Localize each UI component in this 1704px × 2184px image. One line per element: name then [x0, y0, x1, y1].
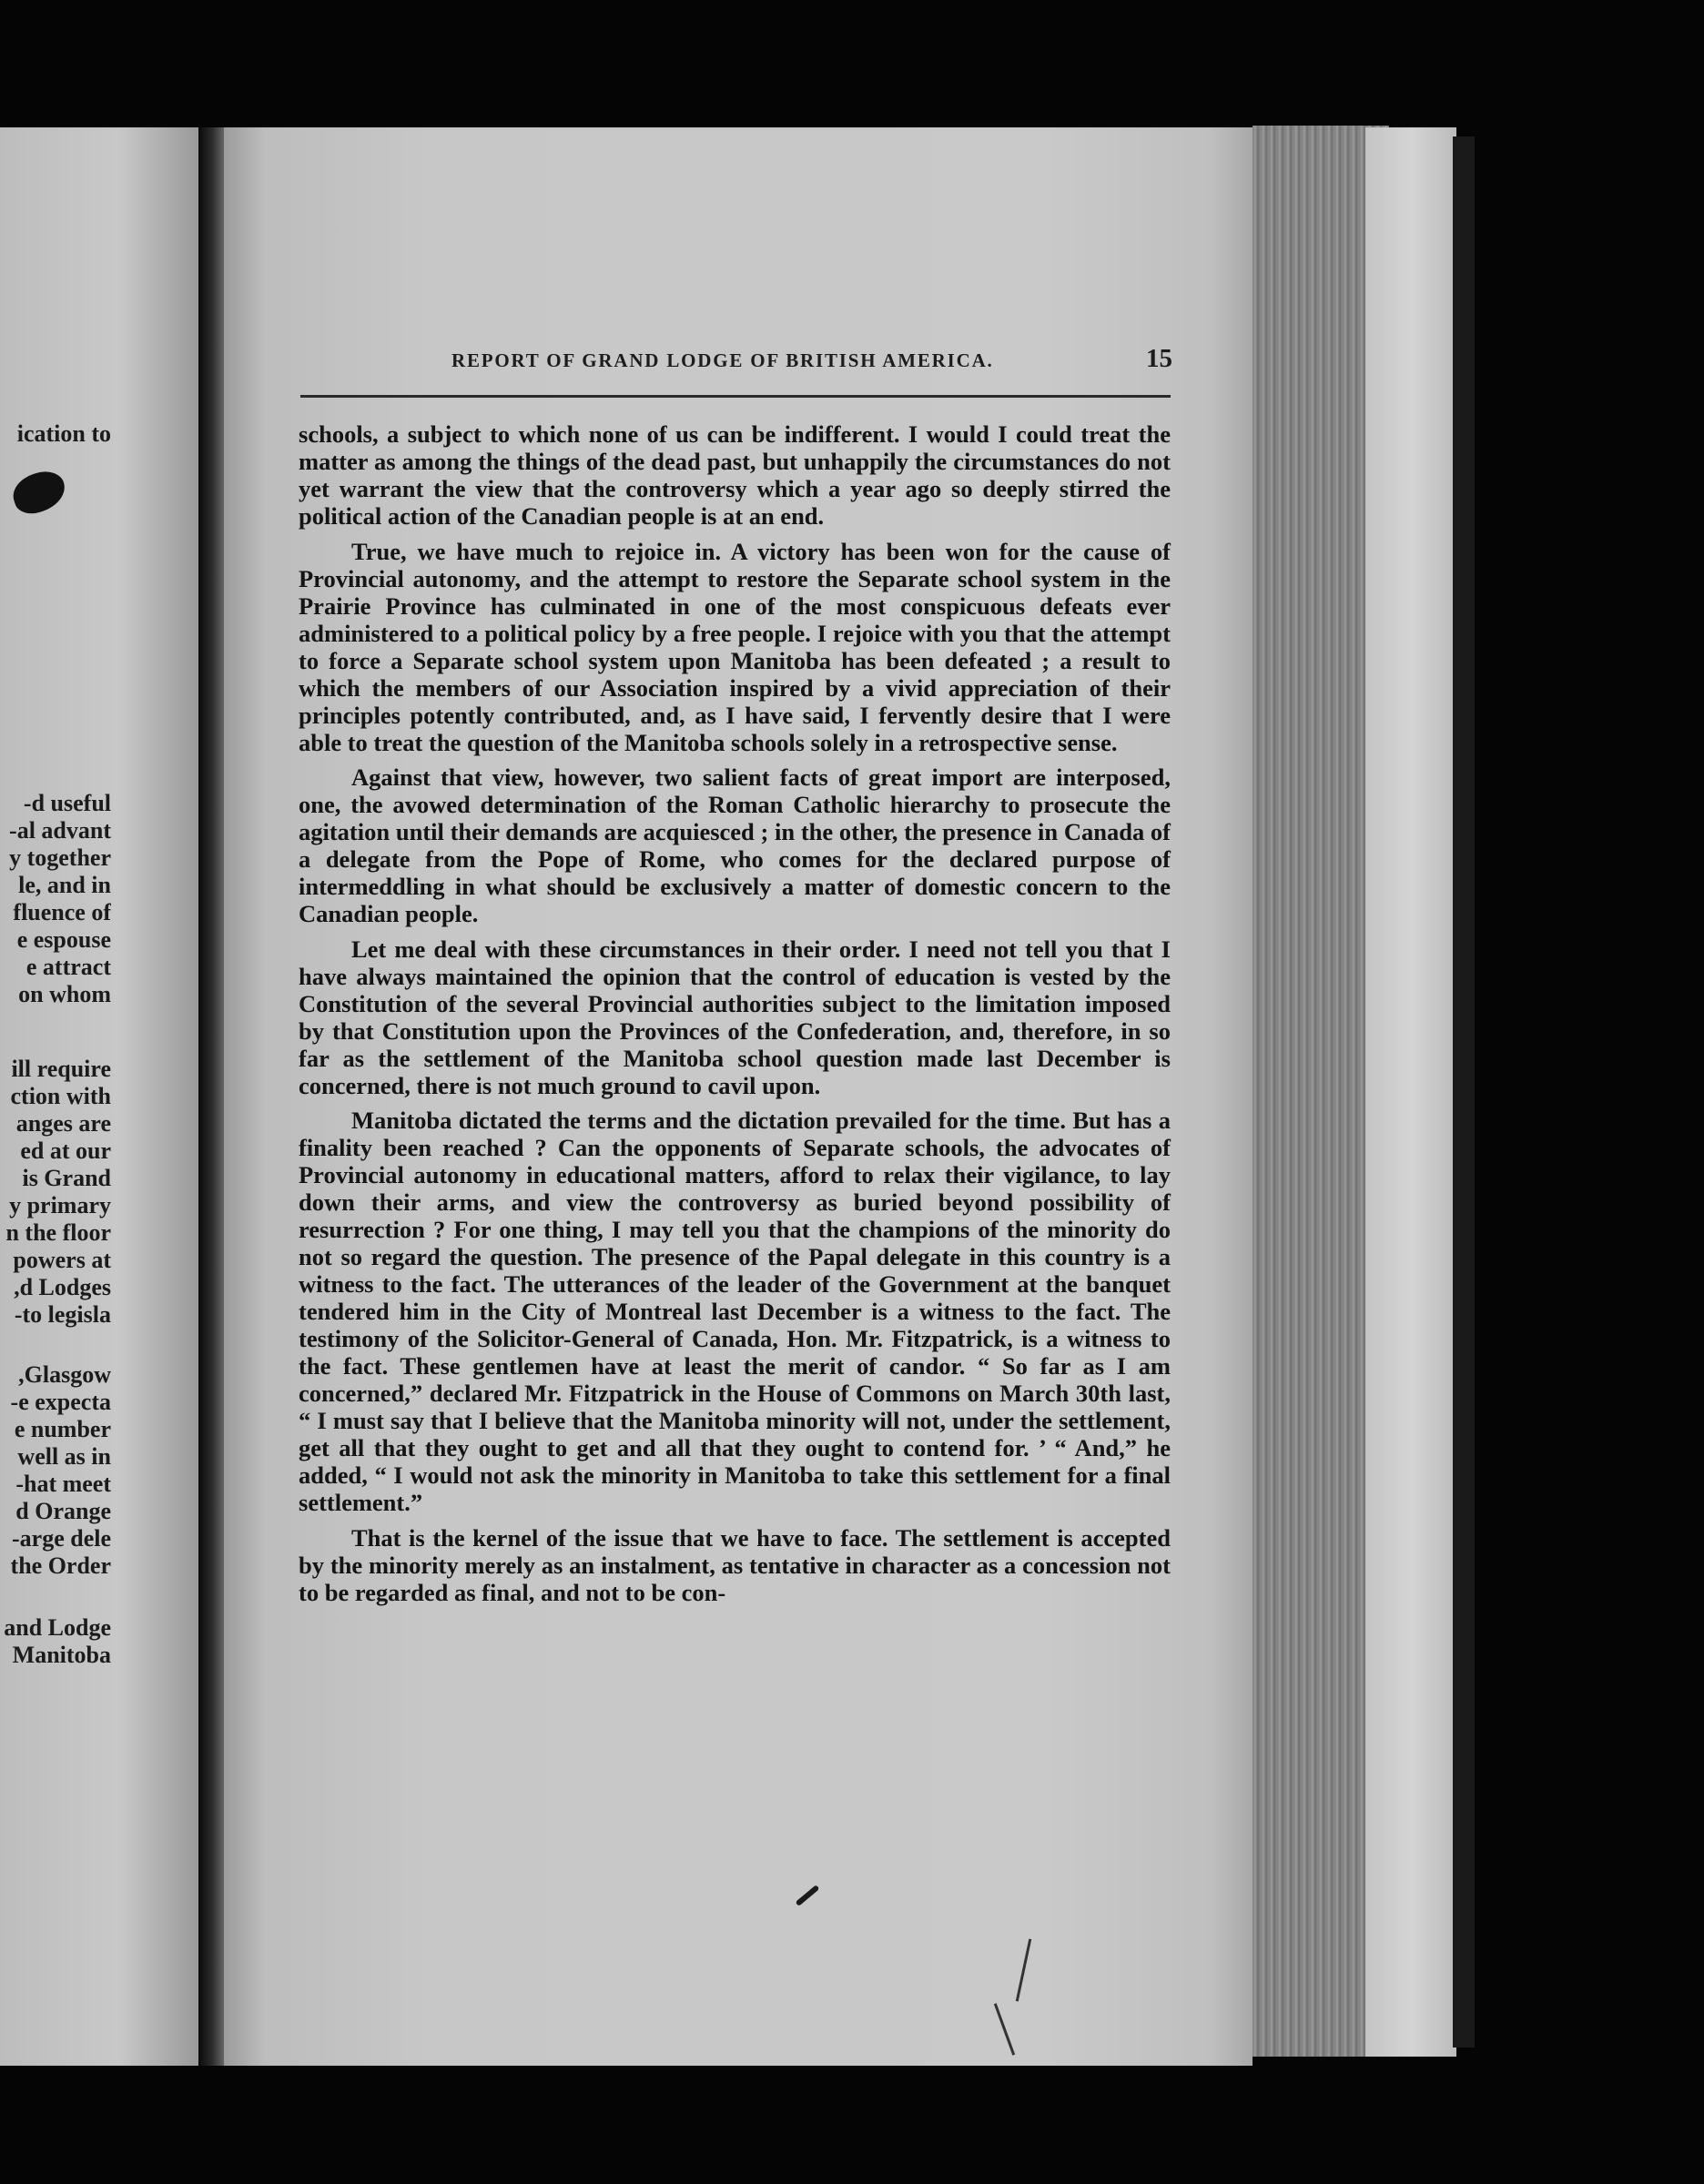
left-page-fragment	[0, 127, 198, 2066]
left-page-line: d Orange	[15, 1498, 111, 1524]
paragraph: Let me deal with these circumstances in their order. I need not tell you that I have always maintained the opinion that the control of education is vested by the Constitution of the several Provincial authorities subject to the limitation imposed by that Constitution upon the Provinces of the Confederation, and, therefore, in so far as the settlement of the Manitoba school question made last December is concerned, there is not much ground to cavil upon.	[299, 935, 1171, 1099]
left-page-line: ill require	[11, 1056, 111, 1082]
left-page-line: on whom	[18, 981, 111, 1007]
left-page-line: ed at our	[20, 1138, 111, 1164]
paragraph: schools, a subject to which none of us can be indifferent. I would I could treat the matter as among the things of the dead past, but unhappily the circumstances do not yet warrant the view that the controversy which a year ago so deeply stirred the political action of the Canadian people is at an end.	[299, 420, 1171, 530]
header-rule	[300, 395, 1171, 398]
left-page-line: y together	[9, 844, 111, 871]
page-number: 15	[1146, 344, 1172, 373]
book-board	[1365, 127, 1456, 2057]
left-page-line: and Lodge	[4, 1614, 111, 1641]
left-page-line: is Grand	[22, 1165, 111, 1191]
paragraph: Against that view, however, two salient facts of great import are interposed, one, the avowed determination of the Roman Catholic hierarchy to prosecute the agitation until their demands are acquiesced ; in the other, the presence in Canada of a delegate from the Pope of Rome, who comes for the declared purpose of intermeddling in what should be exclusively a matter of domestic concern to the Canadian people.	[299, 763, 1171, 927]
left-page-line: hat meet-	[15, 1471, 111, 1497]
paragraph: True, we have much to rejoice in. A victory has been won for the cause of Provincial autonomy, and the attempt to restore the Separate school system in the Prairie Province has culminated in one of the most conspicuous defeats ever administered to a political policy by a free people. I rejoice with you that the attempt to force a Separate school system upon Manitoba has been defeated ; a result to which the members of our Association inspired by a vivid appreciation of their principles potently contributed, and, as I have said, I fervently desire that I were able to treat the question of the Manitoba schools solely in a retrospective sense.	[299, 537, 1171, 756]
paragraph: That is the kernel of the issue that we have to face. The settlement is accepted by the minority merely as an instalment, as tentative in character as a concession not to be regarded as final, and not to be con-	[299, 1523, 1171, 1606]
left-page-line: powers at	[13, 1247, 111, 1273]
left-page-line: e attract	[25, 954, 111, 980]
left-page-line: le, and in	[18, 872, 111, 898]
left-page-line: ction with	[10, 1083, 111, 1109]
left-page-line: Manitoba	[12, 1642, 111, 1668]
paragraph: Manitoba dictated the terms and the dictation prevailed for the time. But has a finality been reached ? Can the opponents of Separate schools, the advocates of Provincial autonomy in educational matters, afford to relax their vigilance, to lay down their arms, and view the controversy as buried beyond possibility of resurrection ? For one thing, I may tell you that the champions of the minority do not so regard the question. The presence of the Papal delegate in this country is a witness to the fact. The utterances of the leader of the Government at the banquet tendered him in the City of Montreal last December is a witness to the fact. The testimony of the Solicitor-General of Canada, Hon. Mr. Fitzpatrick, is a witness to the fact. These gentlemen have at least the merit of candor. “ So far as I am concerned,” declared Mr. Fitzpatrick in the House of Commons on March 30th last, “ I must say that I believe that the Manitoba minority will not, under the settlement, get all that they ought to get and all that they ought to contend for. ’ “ And,” he added, “ I would not ask the minority in Manitoba to take this settlement for a final settlement.”	[299, 1107, 1171, 1516]
left-page-line: e expecta-	[10, 1389, 111, 1415]
left-page-line: fluence of	[13, 899, 111, 925]
left-page-line: e number	[14, 1416, 111, 1442]
book-gutter	[198, 127, 226, 2066]
left-page-line: to legisla-	[14, 1301, 111, 1328]
left-page-line: arge dele-	[11, 1525, 111, 1552]
running-head	[451, 344, 1172, 375]
left-page-line: anges are	[15, 1110, 111, 1137]
ink-blot	[8, 466, 70, 519]
running-title: REPORT OF GRAND LODGE OF BRITISH AMERICA.	[451, 349, 994, 371]
body-text	[299, 420, 1171, 1613]
left-page-line: ication to	[16, 420, 111, 447]
left-page-line: the Order	[10, 1552, 111, 1579]
left-page-line: n the floor	[5, 1219, 111, 1246]
left-page-line: d Lodges,	[14, 1274, 111, 1300]
left-page-line: d useful-	[23, 790, 111, 816]
left-page-line: y primary	[9, 1192, 111, 1218]
left-page-line: well as in	[17, 1443, 111, 1470]
left-page-line: al advant-	[9, 817, 111, 844]
left-page-line: e espouse	[16, 926, 111, 953]
book-board-edge	[1453, 136, 1475, 2048]
left-page-line: Glasgow,	[18, 1361, 111, 1388]
